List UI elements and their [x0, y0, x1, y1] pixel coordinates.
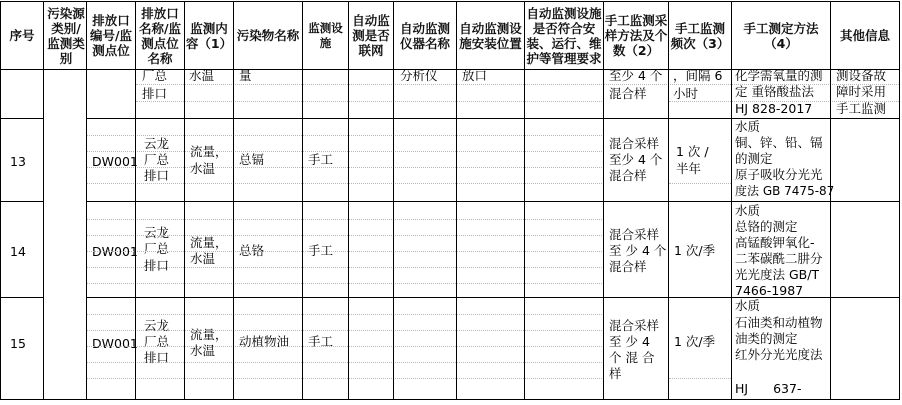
row13-method-line3: 的测定 — [735, 151, 773, 166]
header-monitor-content: 监测内容（1） — [185, 20, 233, 51]
row13-frequency-line1: 1 次 / — [676, 144, 709, 159]
header-manual-frequency: 手工监测频次（3） — [670, 20, 730, 51]
row15-content-line2: 水温 — [190, 343, 216, 358]
row13-sampling-line3: 混合样 — [609, 168, 647, 183]
row15-outlet-name-line2: 厂总 — [144, 334, 170, 349]
header-manual-sampling: 手工监测采样方法及个数（2） — [604, 13, 668, 58]
header-monitor-facility: 监测设施 — [308, 20, 343, 50]
grid-line — [830, 1, 831, 400]
row13-method-line1: 水质 — [735, 119, 761, 134]
row13-content-line1: 流量， — [190, 144, 228, 159]
grid-dotted-line — [604, 84, 899, 85]
partial-sampling-line2: 混合样 — [609, 86, 647, 101]
partial-location: 放口 — [462, 68, 488, 83]
row15-sampling-line2: 至 少 4 — [609, 334, 650, 349]
row14-content-line1: 流量， — [190, 235, 228, 250]
row15-outlet-no: DW001 — [92, 336, 138, 351]
row13-content-line2: 水温 — [190, 161, 216, 176]
header-auto-instrument: 自动监测仪器名称 — [399, 20, 450, 51]
grid-line — [524, 1, 525, 400]
grid-line — [603, 1, 604, 400]
partial-outlet-name-line2: 排口 — [142, 86, 168, 101]
row15-method-line6: HJ 637- — [735, 381, 802, 396]
grid-dotted-line — [669, 183, 731, 184]
header-manual-method: 手工测定方法（4） — [743, 20, 819, 51]
row14-method-line1: 水质 — [735, 203, 761, 218]
row15-content-line1: 流量， — [190, 327, 228, 342]
row13-seq: 13 — [10, 154, 26, 169]
header-other-info: 其他信息 — [839, 28, 890, 43]
grid-line — [393, 1, 394, 400]
row14-method-line4: 二苯碳酰二肼分 — [735, 251, 823, 266]
partial-other-line2: 障时采用 — [836, 84, 887, 99]
row14-seq: 14 — [10, 244, 26, 259]
row15-method-line4: 红外分光光度法 — [735, 347, 823, 362]
partial-outlet-name-line1: 厂总 — [142, 68, 168, 83]
row13-outlet-name-line3: 排口 — [144, 168, 170, 183]
row15-pollutant: 动植物油 — [239, 334, 290, 349]
grid-dotted-line — [669, 101, 899, 102]
partial-content: 水温 — [189, 68, 215, 83]
grid-line — [86, 1, 87, 400]
row15-frequency: 1 次/季 — [674, 334, 716, 349]
header-auto-location: 自动监测设施安装位置 — [459, 20, 522, 51]
row13-outlet-no: DW001 — [92, 154, 138, 169]
row13-facility: 手工 — [308, 152, 334, 167]
grid-line — [0, 118, 44, 119]
row14-outlet-name-line1: 云龙 — [144, 225, 170, 240]
partial-other-line1: 测设备故 — [836, 68, 887, 83]
partial-other-line3: 手工监测 — [836, 101, 887, 116]
row15-seq: 15 — [10, 336, 26, 351]
row15-sampling-line4: 样 — [609, 366, 622, 381]
row14-frequency: 1 次/季 — [674, 243, 716, 258]
grid-line — [0, 1, 1, 400]
row15-outlet-name-line3: 排口 — [144, 350, 170, 365]
row14-method-line3: 高锰酸钾氧化- — [735, 235, 815, 250]
grid-line — [0, 297, 44, 298]
row14-facility: 手工 — [308, 243, 334, 258]
row13-frequency-line2: 半年 — [676, 161, 702, 176]
grid-dotted-line — [669, 378, 731, 379]
partial-frequency-line2: 小时 — [673, 86, 699, 101]
partial-method-line1: 化学需氧量的测 — [735, 68, 823, 83]
row15-sampling-line1: 混合采样 — [609, 318, 660, 333]
row13-sampling-line1: 混合采样 — [609, 136, 660, 151]
row13-sampling-line2: 至少 4 个 — [609, 152, 663, 167]
grid-line — [899, 1, 900, 400]
partial-sampling-line1: 至少 4 个 — [609, 68, 663, 83]
row15-sampling-line3: 个 混 合 — [609, 350, 655, 365]
grid-line — [87, 118, 900, 119]
header-outlet-no: 排放口编号/监测点位 — [89, 13, 133, 58]
grid-line — [135, 1, 136, 400]
row15-facility: 手工 — [308, 334, 334, 349]
row13-method-line2: 铜、锌、铅、镉 — [735, 135, 823, 150]
partial-instrument: 分析仪 — [400, 68, 438, 83]
row14-method-line6: 7466-1987 — [735, 283, 804, 298]
partial-frequency-line1: ，间隔 6 — [673, 68, 723, 83]
row15-method-line1: 水质 — [735, 298, 761, 313]
row14-sampling-line2: 至 少 4 个 — [609, 243, 667, 258]
grid-line — [456, 1, 457, 400]
grid-dotted-line — [136, 101, 602, 102]
grid-line — [302, 1, 303, 400]
row15-method-line3: 油类的测定 — [735, 331, 798, 346]
row13-method-line5: 度法 GB 7475-87 — [735, 184, 835, 198]
partial-method-line2: 定 重铬酸盐法 — [735, 84, 814, 99]
header-outlet-name: 排放口名称/监测点位名称 — [138, 5, 182, 66]
header-seq: 序号 — [9, 28, 35, 43]
row14-method-line2: 总铬的测定 — [735, 219, 798, 234]
header-auto-compliance: 自动监测设施是否符合安装、运行、维护等管理要求 — [526, 5, 602, 66]
grid-line — [348, 1, 349, 400]
row13-method-line4: 原子吸收分光光 — [735, 167, 823, 182]
row14-pollutant: 总铬 — [239, 243, 265, 258]
row14-outlet-name-line2: 厂总 — [144, 241, 170, 256]
grid-line — [731, 1, 732, 400]
row14-sampling-line3: 混合样 — [609, 259, 647, 274]
row13-outlet-name-line2: 厂总 — [144, 152, 170, 167]
partial-pollutant: 量 — [239, 68, 252, 83]
grid-line — [0, 201, 44, 202]
header-source-type: 污染源类别/监测类别 — [47, 5, 85, 66]
row15-method-line2: 石油类和动植物 — [735, 315, 823, 330]
row14-sampling-line1: 混合采样 — [609, 227, 660, 242]
header-auto-networked: 自动监测是否联网 — [352, 13, 390, 58]
grid-dotted-line — [136, 84, 602, 85]
grid-line — [668, 1, 669, 400]
row13-pollutant: 总镉 — [239, 152, 265, 167]
header-pollutant: 污染物名称 — [236, 28, 300, 43]
row13-outlet-name-line1: 云龙 — [144, 136, 170, 151]
grid-line — [184, 1, 185, 400]
partial-method-line3: HJ 828-2017 — [735, 101, 813, 116]
grid-line — [233, 1, 234, 400]
row14-outlet-no: DW001 — [92, 244, 138, 259]
grid-line — [87, 297, 900, 298]
grid-line — [87, 201, 900, 202]
grid-line — [43, 1, 44, 400]
row14-outlet-name-line3: 排口 — [144, 258, 170, 273]
row14-content-line2: 水温 — [190, 251, 216, 266]
row15-outlet-name-line1: 云龙 — [144, 318, 170, 333]
row14-method-line5: 光光度法 GB/T — [735, 267, 820, 282]
